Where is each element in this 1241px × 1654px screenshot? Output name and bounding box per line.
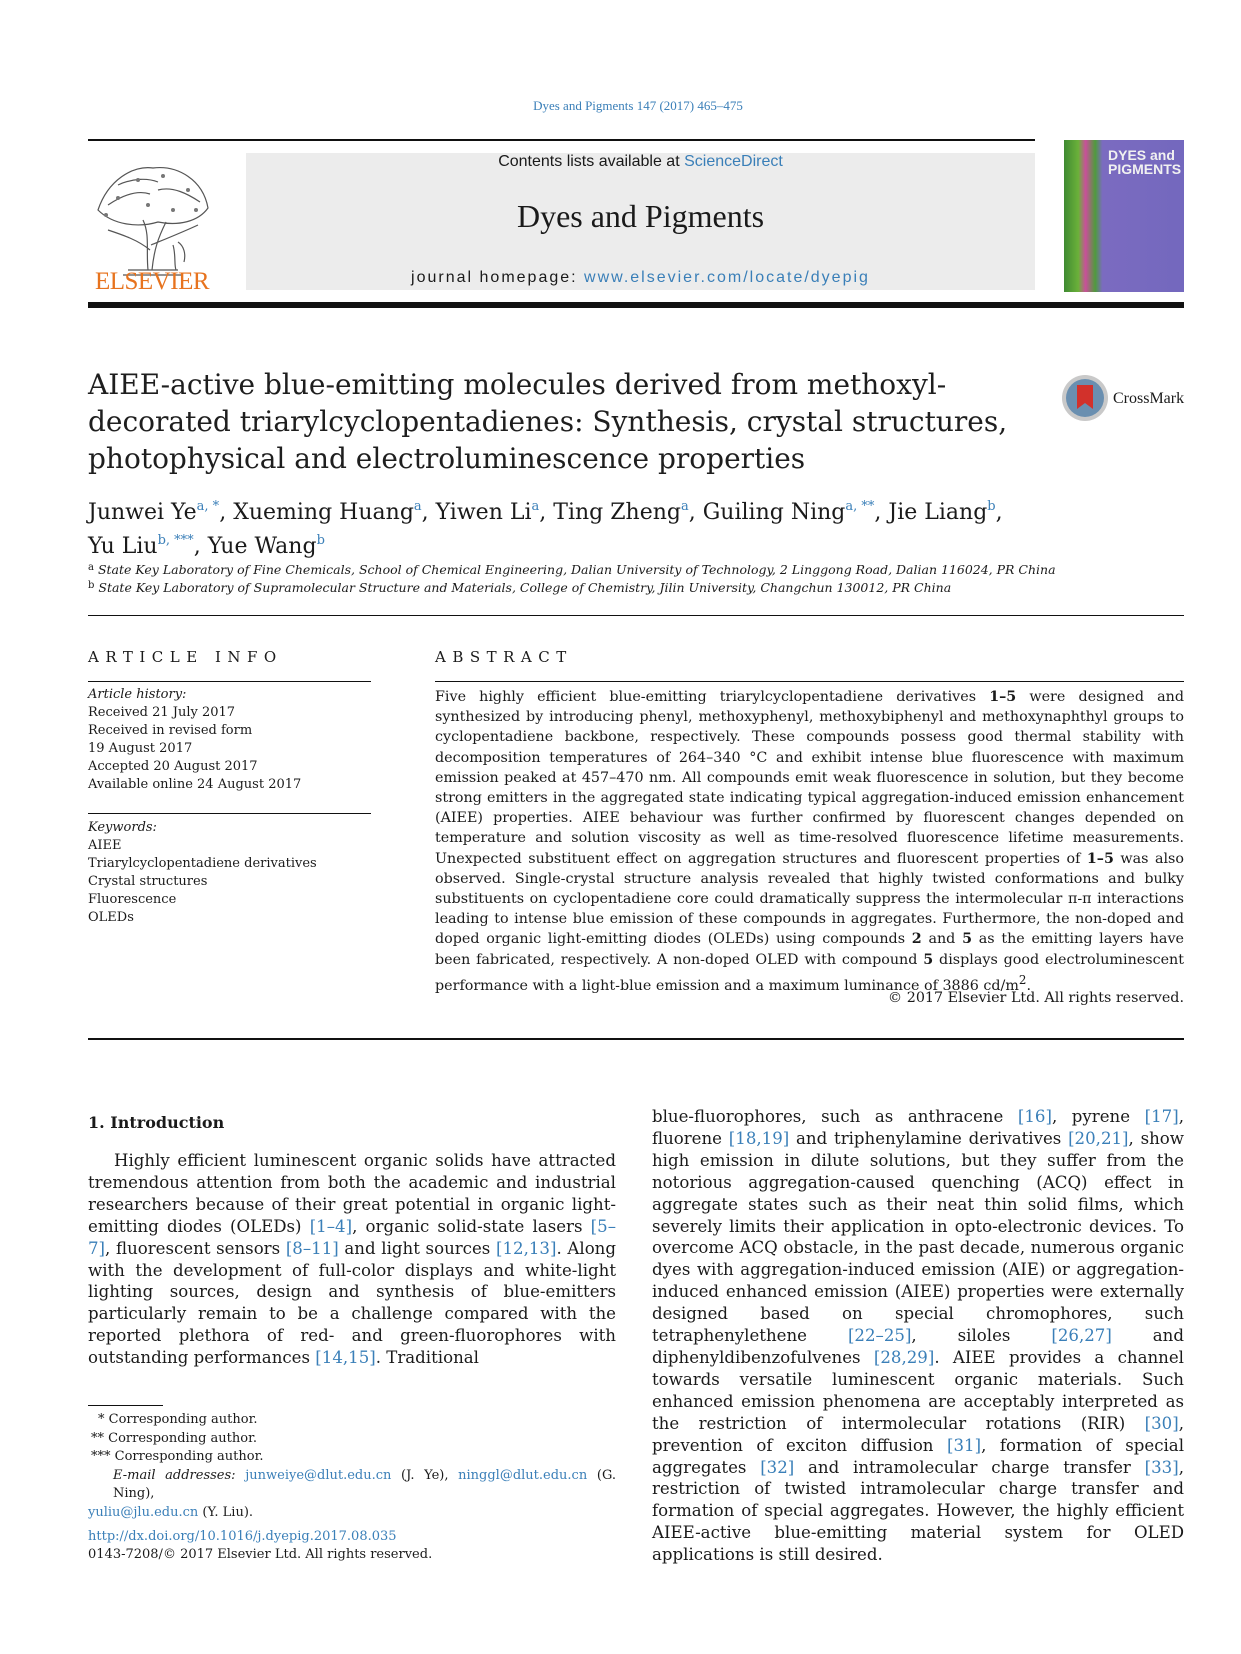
- crossmark-label[interactable]: CrossMark: [1113, 390, 1185, 407]
- affiliation-a: [88, 562, 1056, 577]
- abstract-span: and: [921, 931, 963, 948]
- email-owner: (Y. Liu).: [198, 1504, 254, 1520]
- intro-right-column: [652, 1106, 1184, 1566]
- citation-link[interactable]: [16]: [1017, 1107, 1052, 1126]
- citation-link[interactable]: [8–11]: [285, 1238, 339, 1258]
- contents-line: [246, 153, 1035, 171]
- intro-left-column: [88, 1150, 616, 1369]
- history-item: Available online 24 August 2017: [88, 777, 302, 792]
- compound-ref: 2: [911, 931, 922, 948]
- abstract-rule: [435, 681, 1184, 682]
- body-text: . Along with the development of full-color displays and white-light lighting sources, design and synthesis of blue-emitters particularly remain to be a challenge compared with the reported plethora of red- and green-fluorophores with outstanding performances: [88, 1238, 616, 1368]
- keyword: Fluorescence: [88, 892, 177, 907]
- abstract-span: Five highly efficient blue-emitting triarylcyclopentadiene derivatives: [435, 689, 990, 705]
- body-text: , prevention of exciton diffusion: [652, 1413, 1184, 1455]
- history-item: Received in revised form: [88, 723, 253, 738]
- citation-link[interactable]: [12,13]: [496, 1238, 557, 1258]
- publisher-logo-text: ELSEVIER: [94, 268, 210, 295]
- citation-link[interactable]: [17]: [1144, 1107, 1179, 1126]
- author-affiliation-mark[interactable]: b, ***: [157, 533, 194, 548]
- email-owner: (J. Ye),: [391, 1467, 459, 1483]
- body-text: , pyrene: [1051, 1107, 1145, 1126]
- email-label: E-mail addresses:: [113, 1467, 236, 1483]
- body-text: , siloles: [911, 1326, 1052, 1346]
- body-text: . AIEE provides a channel towards versatile luminescent organic materials. Such enhanced emission phenomena are acceptably interpreted as the restriction of intermolecular rotations (RIR): [652, 1347, 1184, 1433]
- compound-ref: 5: [923, 951, 934, 968]
- homepage-link[interactable]: www.elsevier.com/locate/dyepig: [584, 269, 870, 286]
- body-text: and intramolecular charge transfer: [794, 1457, 1145, 1477]
- abstract-copyright: © 2017 Elsevier Ltd. All rights reserved.: [887, 990, 1184, 1006]
- citation-link[interactable]: [30]: [1144, 1413, 1179, 1433]
- keyword: OLEDs: [88, 910, 134, 925]
- author: Xueming Huang: [233, 500, 414, 525]
- history-item: Accepted 20 August 2017: [88, 759, 258, 774]
- email-link[interactable]: junweiye@dlut.edu.cn: [245, 1467, 392, 1483]
- doi-link[interactable]: http://dx.doi.org/10.1016/j.dyepig.2017.08.035: [88, 1529, 397, 1544]
- history-item: 19 August 2017: [88, 741, 193, 756]
- body-text: and triphenylamine derivatives: [789, 1128, 1069, 1148]
- email-footnote: [88, 1467, 616, 1504]
- abstract-span: .: [1026, 977, 1032, 994]
- citation-link[interactable]: [32]: [760, 1457, 795, 1477]
- citation-link[interactable]: [22–25]: [847, 1326, 912, 1346]
- author-list: Junwei $Ye^{a, *}$, Xueming Huang$^a$, Yiwen Li$^a$, Ting Zheng$^a$, Guiling Ning$^{a, **}$, Jie Liang$^b$, Yu Liu$^{b, ***}$, Yue Wang$^b$: [88, 499, 1003, 559]
- citation-link[interactable]: [28,29]: [873, 1347, 935, 1367]
- body-text: and light sources: [338, 1238, 496, 1258]
- affiliation-mark: a: [88, 562, 94, 573]
- email-link[interactable]: ninggl@dlut.edu.cn: [458, 1467, 588, 1483]
- keywords: [88, 819, 371, 927]
- journal-title: Dyes and Pigments: [516, 198, 765, 234]
- abstract-span: was also observed. Single-crystal structure analysis revealed that highly twisted conformations and bulky substituents on cyclopentadiene core could dramatically suppress the intermolecular π-π interactions leading to intense blue emission of these compounds in aggregates. Furthermore, the non-doped and doped organic light-emitting diodes (OLEDs) using compounds: [435, 850, 1184, 948]
- info-rule: [88, 813, 371, 814]
- body-text: , fluorene: [652, 1107, 1184, 1148]
- author: Yue Wang: [207, 534, 317, 559]
- email-owner: (G. Ning),: [113, 1467, 616, 1501]
- author: Junwei Ye: [88, 500, 197, 525]
- author-affiliation-mark[interactable]: b: [987, 499, 996, 514]
- citation-link[interactable]: [33]: [1144, 1457, 1179, 1477]
- body-text: , restriction of twisted intramolecular charge transfer and formation of special aggregates. However, the highly efficient AIEE-active blue-emitting material system for OLED applications is still desired.: [652, 1457, 1184, 1565]
- author: Jie Liang: [888, 500, 988, 525]
- homepage-prefix: journal homepage:: [411, 269, 578, 286]
- abstract-bottom-rule: [88, 1038, 1184, 1040]
- citation-link[interactable]: [5–7]: [88, 1216, 616, 1258]
- introduction-heading: 1. Introduction: [88, 1113, 225, 1132]
- article-title: AIEE-active blue-emitting molecules derived from methoxyl-decorated triarylcyclopentadienes: Synthesis, crystal structures, photophysical and electroluminescence properties: [88, 368, 1008, 475]
- author-affiliation-mark[interactable]: a, **: [845, 499, 875, 514]
- header-thick-rule: [88, 302, 1184, 308]
- abstract-span: displays good electroluminescent performance with a light-blue emission and a maximum luminance of 3886 cd/m: [435, 951, 1184, 994]
- abstract-span: were designed and synthesized by introducing phenyl, methoxyphenyl, methoxybiphenyl and methoxynaphthyl groups to cyclopentadiene backbone, respectively. These compounds possess good thermal stability with decomposition temperatures of 264–340 °C and exhibit intense blue fluorescence with maximum emission peaked at 457–470 nm. All compounds emit weak fluorescence in solution, but they become strong emitters in the aggregated state indicating typical aggregation-induced emission enhancement (AIEE) properties. AIEE behaviour was further confirmed by fluorescent changes depended on temperature and solution viscosity as well as time-resolved fluorescence lifetime measurements. Unexpected substituent effect on aggregation structures and fluorescent properties of: [435, 689, 1184, 867]
- affiliation-text: State Key Laboratory of Fine Chemicals, School of Chemical Engineering, Dalian University of Technology, 2 Linggong Road, Dalian 116024, PR China: [97, 562, 1056, 577]
- body-text: Highly efficient luminescent organic solids have attracted tremendous attention from both the academic and industrial researchers because of their great potential in organic light-emitting diodes (OLEDs): [88, 1151, 616, 1236]
- body-text: , show high emission in dilute solutions, but they suffer from the notorious aggregation-caused quenching (ACQ) effect in aggregate states such as their neat thin solid films, which severely limits their application in opto-electronic devices. To overcome ACQ obstacle, in the past decade, numerous organic dyes with aggregation-induced emission (AIE) or aggregation-induced enhanced emission (AIEE) properties were externally designed based on special chromophores, such tetraphenylethene: [652, 1128, 1184, 1346]
- sciencedirect-link[interactable]: ScienceDirect: [684, 153, 783, 170]
- keyword: Triarylcyclopentadiene derivatives: [88, 856, 317, 871]
- abstract-text: [435, 687, 1184, 996]
- citation-link[interactable]: [26,27]: [1051, 1326, 1112, 1346]
- body-text: . Traditional: [375, 1348, 479, 1368]
- author: Ting Zheng: [553, 500, 681, 525]
- author-affiliation-mark[interactable]: b: [316, 533, 325, 548]
- body-text: , fluorescent sensors: [105, 1238, 286, 1258]
- keyword: AIEE: [88, 838, 122, 853]
- footnote: ** Corresponding author.: [91, 1430, 257, 1446]
- email-link[interactable]: yuliu@jlu.edu.cn: [88, 1504, 199, 1520]
- compound-ref: 1–5: [1086, 850, 1114, 867]
- info-rule: [88, 681, 371, 682]
- body-text: and diphenyldibenzofulvenes: [652, 1326, 1184, 1367]
- contents-prefix: Contents lists available at: [498, 153, 680, 170]
- compound-ref: 5: [962, 931, 973, 948]
- author: Yu Liu: [88, 534, 158, 559]
- affiliation-mark: b: [88, 580, 95, 591]
- citation-link[interactable]: [31]: [946, 1435, 982, 1455]
- footnotes: [88, 1411, 616, 1522]
- author-affiliation-mark[interactable]: a, *: [196, 499, 220, 514]
- author: Guiling Ning: [702, 500, 846, 525]
- footnote: * Corresponding author.: [98, 1412, 258, 1427]
- compound-ref: 1–5: [989, 689, 1017, 705]
- citation-link[interactable]: [1–4]: [309, 1216, 353, 1236]
- author-affiliation-mark[interactable]: a: [413, 499, 422, 514]
- footnote: *** Corresponding author.: [91, 1449, 264, 1464]
- citation-link[interactable]: [18,19]: [728, 1128, 790, 1148]
- author-affiliation-mark[interactable]: a: [531, 499, 540, 514]
- footnote-rule: [88, 1405, 163, 1406]
- author: Yiwen Li: [435, 500, 532, 525]
- superscript: 2: [1018, 972, 1027, 987]
- keyword: Crystal structures: [88, 874, 208, 889]
- header-rule: [88, 139, 1035, 141]
- body-text: blue-fluorophores, such as anthracene: [652, 1107, 1018, 1126]
- issn-line: 0143-7208/© 2017 Elsevier Ltd. All rights reserved.: [88, 1547, 433, 1562]
- cover-title: DYES and PIGMENTS: [1108, 147, 1182, 177]
- email-footnote-cont: [88, 1504, 616, 1523]
- citation-link[interactable]: [14,15]: [315, 1348, 376, 1368]
- abstract-heading: ABSTRACT: [435, 648, 573, 666]
- body-text: , formation of special aggregates: [652, 1435, 1184, 1477]
- author-affiliation-mark[interactable]: a: [680, 499, 689, 514]
- affiliation-b: [88, 580, 951, 595]
- affiliation-text: State Key Laboratory of Supramolecular Structure and Materials, College of Chemistry, Jilin University, Changchun 130012, PR China: [98, 580, 952, 595]
- keywords-label: Keywords:: [88, 820, 157, 835]
- crossmark-icon[interactable]: [1060, 373, 1110, 423]
- article-info-heading: ARTICLE INFO: [88, 648, 283, 666]
- article-history: [88, 686, 371, 794]
- history-label: Article history:: [88, 687, 187, 702]
- homepage-line: [246, 269, 1035, 287]
- abstract-span: as the emitting layers have been fabricated, respectively. A non-doped OLED with compound: [435, 931, 1184, 968]
- citation-link[interactable]: [20,21]: [1068, 1128, 1129, 1148]
- journal-reference[interactable]: Dyes and Pigments 147 (2017) 465–475: [533, 98, 743, 113]
- section-rule: [88, 615, 1184, 616]
- history-item: Received 21 July 2017: [88, 705, 236, 720]
- body-text: , organic solid-state lasers: [352, 1216, 591, 1236]
